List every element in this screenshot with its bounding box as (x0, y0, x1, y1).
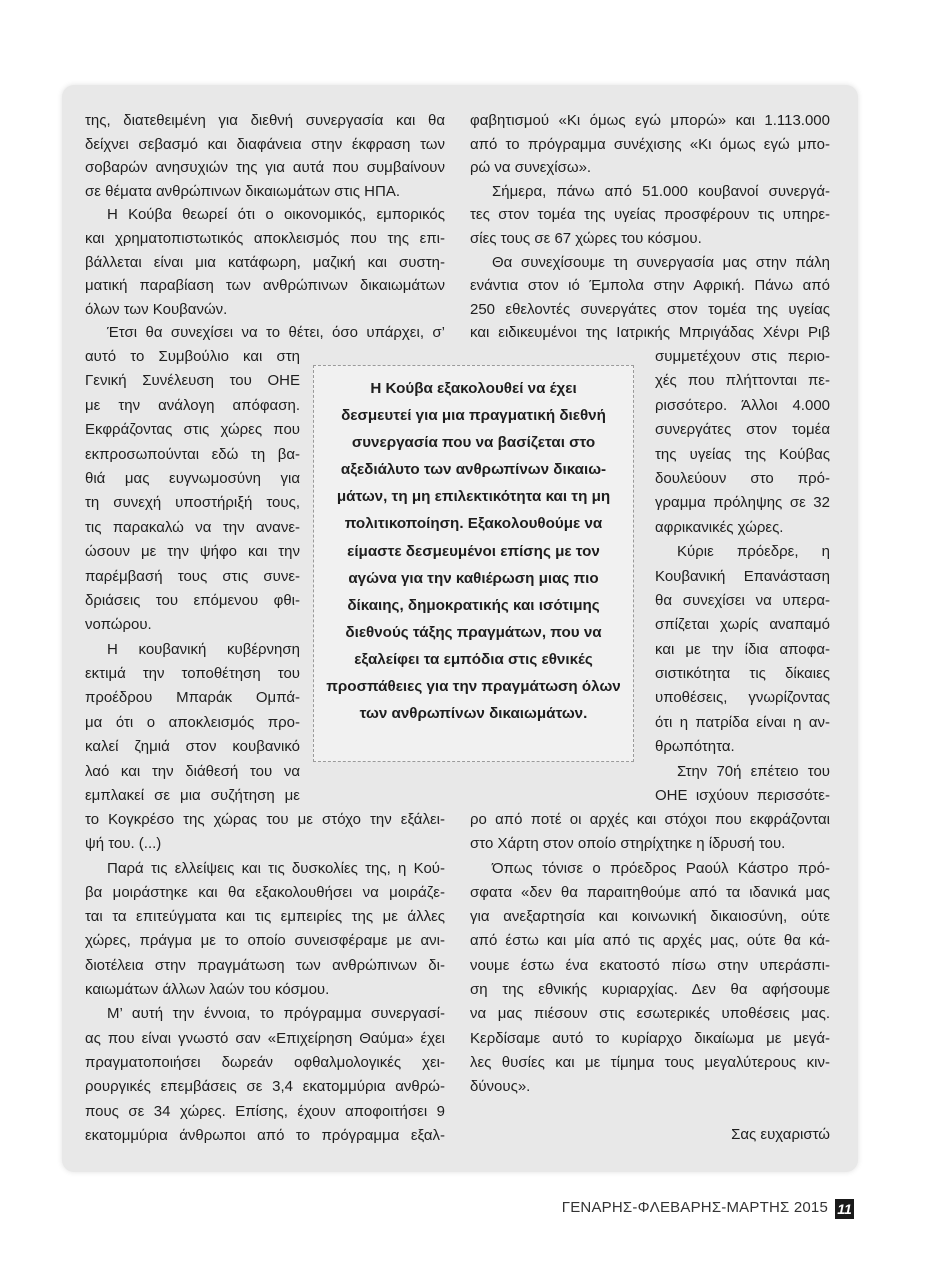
text-line: σιστικότητα τις δίκαιες (655, 665, 830, 683)
text-line: ματική παραβίαση των ανθρώπινων δικαιωμάτων (85, 277, 445, 295)
text-line: συμμετέχουν στις περιο- (655, 348, 830, 365)
text-line: στο Χάρτη στον οποίο στηρίχτηκε η ίδρυσή του. (470, 835, 786, 853)
text-line: και χρηματοπιστωτικός αποκλεισμός που της επι- (85, 229, 445, 247)
right-column-wrap (655, 345, 830, 808)
text-line: της υγείας της Κούβας (655, 445, 830, 463)
text-line: Θα συνεχίσουμε τη συνεργασία μας στην πάλη (492, 253, 830, 271)
text-line: λες θυσίες και με τίμημα τους μεγαλύτερους κιν- (470, 1053, 830, 1071)
text-line: ας που είναι γνωστό σαν «Επιχείρηση Θαύμα» έχει (85, 1029, 445, 1047)
text-line: αυτό το Συμβούλιο και στη (85, 348, 300, 365)
text-line: νουμε έστω ένα εκατοστό πίσω στην υπεράσπι- (470, 956, 830, 974)
text-line: Στην 70ή επέτειο του (677, 762, 830, 780)
text-line: φαβητισμού «Κι όμως εγώ μπορώ» και 1.113.000 (470, 112, 830, 129)
text-line: θιά μας ευγνωμοσύνη για (85, 469, 300, 487)
pull-quote-line: δεσμευτεί για μια πραγματική διεθνή (341, 407, 606, 425)
pull-quote-line: είμαστε δεσμευμένοι επίσης με τον (347, 542, 600, 560)
text-line: εμπλακεί σε μια συζήτηση με (85, 787, 300, 805)
text-line: 250 εθελοντές συνεργάτες στον τομέα της υγείας (470, 300, 830, 318)
text-line: Η Κούβα θεωρεί ότι ο οικονομικός, εμπορικός (107, 206, 445, 224)
text-line: ρο από ποτέ οι αρχές και στόχοι που εκφράζονται (470, 811, 830, 828)
text-line: θα συνεχίσει να υπερα- (655, 591, 830, 609)
text-line: συνεργάτες στον τομέα (655, 421, 830, 439)
text-line: από το πρόγραμμα συνέχισης «Κι όμως εγώ μπο- (470, 135, 830, 153)
text-line: σπίζεται χωρίς αναπαμό (655, 616, 830, 634)
pull-quote-line: διεθνούς τάξης πραγμάτων, που να (345, 623, 602, 641)
text-line: ται τα επιτεύγματα και τις εμπειρίες της με άλλες (85, 908, 445, 926)
text-line: δείχνει σεβασμό και διαφάνεια στην έκφραση των (85, 135, 445, 153)
text-line: σφατα «δεν θα παραιτηθούμε από τα ιδανικά μας (470, 883, 830, 901)
text-line: διοτέλεια στην πραγμάτωση των ανθρώπινων δι- (85, 956, 445, 974)
left-column-bottom (85, 808, 445, 1148)
issue-date: ΓΕΝΑΡΗΣ-ΦΛΕΒΑΡΗΣ-ΜΑΡΤΗΣ 2015 (561, 1199, 828, 1216)
text-line: χώρες, πράγμα με το οποίο συνεισφέραμε με ανι- (85, 932, 445, 950)
text-line: Έτσι θα συνεχίσει να το θέτει, όσο υπάρχει, σ’ (107, 324, 445, 342)
text-line: δουλεύουν στο πρό- (655, 469, 830, 487)
text-line: δριάσεις του επόμενου φθι- (85, 591, 300, 609)
text-line: βάλλεται είναι μια κατάφωρη, μαζική και συστη- (85, 253, 445, 271)
text-line: ενάντια στον ιό Έμπολα στην Αφρική. Πάνω από (470, 277, 830, 295)
text-line: σε θέματα ανθρώπινων δικαιωμάτων στις ΗΠΑ. (85, 182, 400, 200)
text-line: της, διατεθειμένη για διεθνή συνεργασία και θα (85, 112, 445, 129)
text-line: όλων των Κουβανών. (85, 300, 228, 318)
text-line: Όπως τόνισε ο πρόεδρος Ραούλ Κάστρο πρό- (492, 859, 830, 877)
text-line: Παρά τις ελλείψεις και τις δυσκολίες της, η Κού- (107, 859, 445, 877)
text-line: ψή του. (...) (85, 835, 162, 853)
text-line: πραγματοποιήσει δωρεάν οφθαλμολογικές χει- (85, 1053, 445, 1071)
text-line: υποθέσεις, γνωρίζοντας (655, 689, 830, 707)
text-line: ώσουν με την ψήφο και την (85, 543, 300, 561)
text-line: ότι η πατρίδα είναι η αν- (655, 713, 830, 731)
text-line: καιωμάτων άλλων λαών του κόσμου. (85, 981, 330, 999)
pull-quote-line: πολιτικοποίηση. Εξακολουθούμε να (344, 515, 603, 533)
text-line: θρωπότητα. (655, 738, 735, 756)
text-line: βα μοιράστηκε και θα εξακολουθήσει να μοιράζε- (85, 883, 445, 901)
text-line: Γενική Συνέλευση του ΟΗΕ (85, 372, 300, 390)
text-line: τη συνεχή υποστήριξή τους, (85, 494, 300, 512)
text-line: ση της εθνικής κυριαρχίας. Δεν θα αφήσουμε (470, 981, 830, 999)
text-line: εκτιμά την τοποθέτηση του (85, 665, 300, 683)
text-line: Μ’ αυτή την έννοια, το πρόγραμμα συνεργασί- (107, 1005, 445, 1023)
text-line: προέδρου Μπαράκ Ομπά- (85, 689, 300, 707)
left-column-top (85, 109, 445, 345)
pull-quote-box (313, 365, 634, 762)
text-line: σίες τους σε 67 χώρες του κόσμου. (470, 229, 702, 247)
text-line: Η κουβανική κυβέρνηση (107, 640, 300, 658)
pull-quote-line: Η Κούβα εξακολουθεί να έχει (370, 380, 577, 397)
text-line: Σήμερα, πάνω από 51.000 κουβανοί συνεργά- (492, 182, 830, 200)
text-line: το Κογκρέσο της χώρας του με στόχο την εξάλει- (85, 811, 445, 828)
right-column-top (470, 109, 830, 345)
text-line: γραμμα πρόληψης σε 32 (655, 494, 830, 512)
text-line: ΟΗΕ ισχύουν περισσότε- (655, 787, 830, 805)
pull-quote-line: μάτων, τη μη επιλεκτικότητα και τη μη (336, 488, 611, 506)
text-line: παρέμβασή τους στις συνε- (85, 567, 300, 585)
text-line: χές που πλήττονται πε- (655, 372, 830, 390)
text-line: ρουργικές επεμβάσεις σε 3,4 εκατομμύρια ανθρώ- (85, 1078, 445, 1096)
pull-quote-line: δίκαιης, δημοκρατικής και ισότιμης (347, 596, 600, 614)
text-line: από έστω και μία από τις αρχές μας, ούτε θα κά- (470, 932, 830, 950)
text-line: ρισσότερο. Άλλοι 4.000 (655, 396, 830, 414)
text-line: λαό και την διάθεσή του να (85, 762, 300, 780)
text-line: νοπώρου. (85, 616, 152, 634)
text-line: Εκφράζοντας στις χώρες που (85, 421, 300, 439)
pull-quote-line: αγώνα για την καθιέρωση μιας πιο (348, 569, 599, 587)
text-line: για ανεξαρτησία και κοινωνική δικαιοσύνη, ούτε (470, 908, 830, 926)
pull-quote-line: προσπάθειες για την πραγμάτωση όλων (326, 678, 621, 696)
pull-quote-line: των ανθρωπίνων δικαιωμάτων. (359, 705, 588, 723)
text-line: Κουβανική Επανάσταση (655, 567, 830, 585)
right-column-bottom (470, 808, 830, 1100)
text-line: τες στον τομέα της υγείας προσφέρουν τις υπηρε- (470, 206, 830, 224)
text-line: και ειδικευμένοι της Ιατρικής Μπριγάδας Χένρι Ριβ (470, 324, 830, 342)
pull-quote-line: συνεργασία που να βασίζεται στο (351, 434, 596, 452)
pull-quote-line: εξαλείφει τα εμπόδια στις εθνικές (354, 650, 593, 668)
closing-thanks: Σας ευχαριστώ (731, 1126, 830, 1143)
text-line: και με την ίδια αποφα- (655, 640, 830, 658)
text-line: σοβαρών ανησυχιών της για αυτά που συμβαίνουν (85, 159, 445, 177)
text-line: εκατομμύρια άνθρωποι από το πρόγραμμα εξαλ- (85, 1126, 445, 1144)
text-line: Κερδίσαμε αυτό το κυρίαρχο δικαίωμα με μεγά- (470, 1029, 830, 1047)
page-number: 11 (835, 1199, 854, 1219)
text-line: εκπροσωπούνται εδώ τη βα- (85, 445, 300, 463)
text-line: αφρικανικές χώρες. (655, 518, 784, 536)
text-line: ρώ να συνεχίσω». (470, 159, 592, 177)
text-line: μα ότι ο αποκλεισμός προ- (85, 713, 300, 731)
pull-quote-line: αξεδιάλυτο των ανθρωπίνων δικαιω- (340, 461, 607, 479)
text-line: καλεί ζημιά στον κουβανικό (85, 738, 300, 756)
text-line: τις παρακαλώ να την ανανε- (85, 518, 300, 536)
text-line: να μας πιέσουν στις εσωτερικές υποθέσεις μας. (470, 1005, 830, 1023)
text-line: με την ανάλογη απόφαση. (85, 396, 300, 414)
left-column-wrap (85, 345, 300, 808)
text-line: δύνους». (470, 1078, 531, 1096)
text-line: πους σε 34 χώρες. Επίσης, έχουν αποφοιτήσει 9 (85, 1102, 445, 1120)
text-line: Κύριε πρόεδρε, η (677, 543, 830, 561)
